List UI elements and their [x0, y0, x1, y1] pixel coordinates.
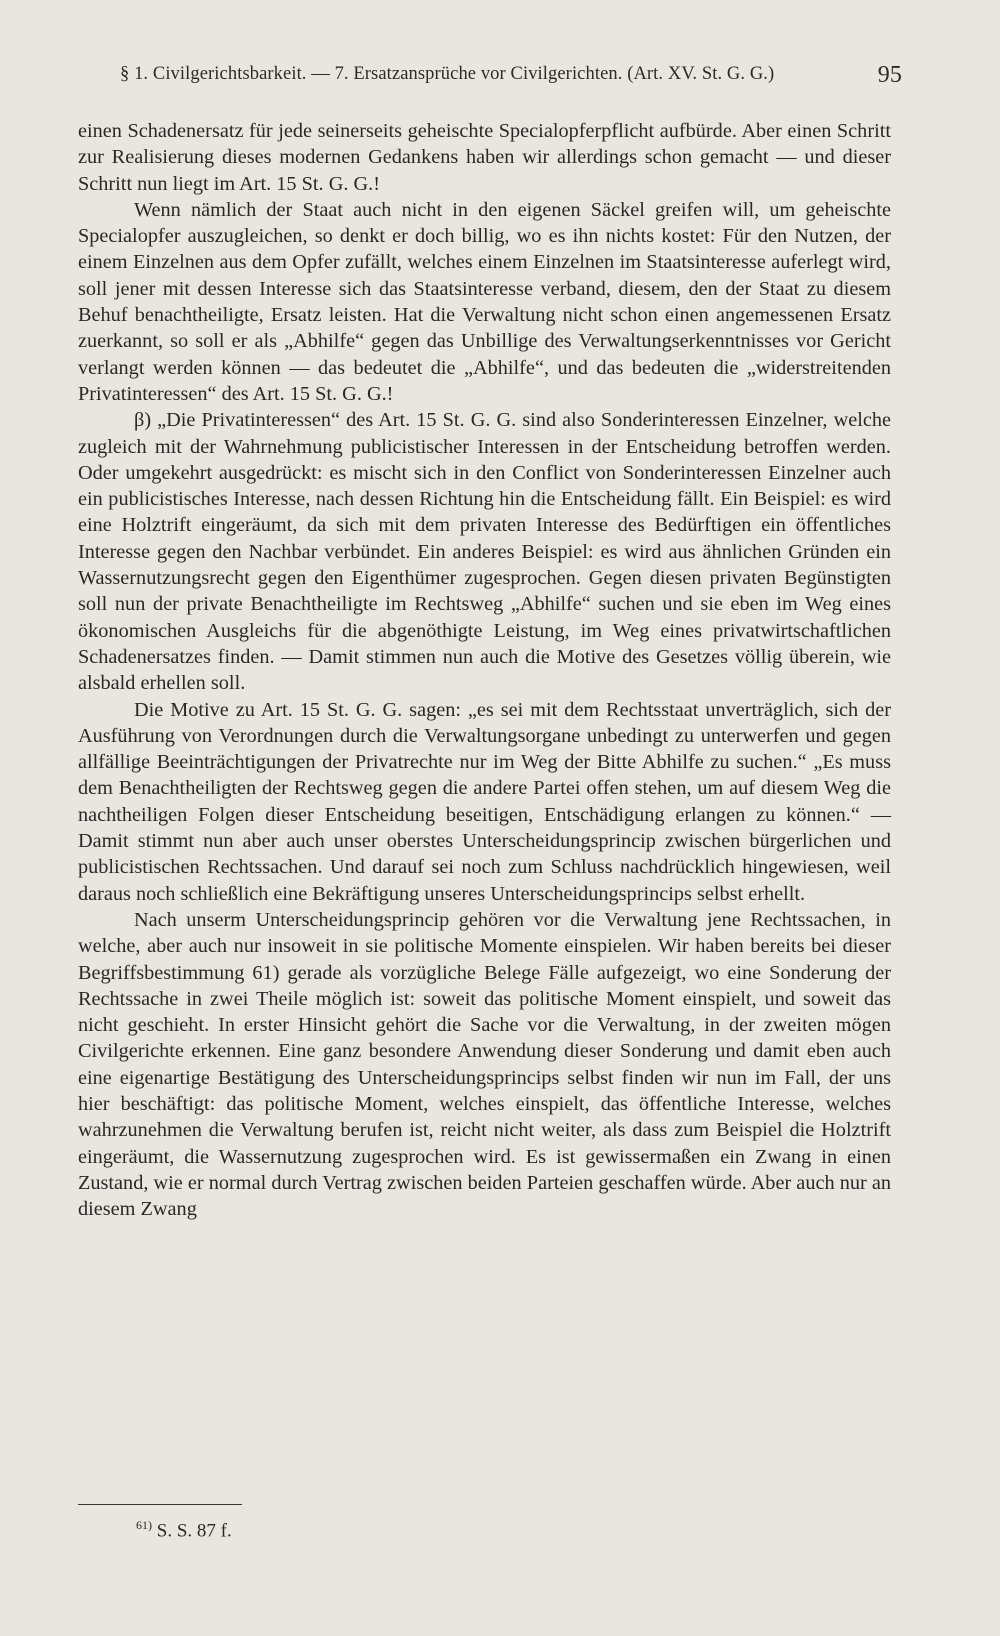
footnote-marker: 61): [136, 1518, 152, 1532]
running-title: § 1. Civilgerichtsbarkeit. — 7. Ersatzansprüche vor Civilgerichten. (Art. XV. St. G. G.): [120, 64, 775, 84]
running-header: [120, 62, 902, 88]
footnote-divider: [78, 1504, 242, 1505]
footnote-text: S. S. 87 f.: [156, 1520, 232, 1542]
paragraph-3: β) „Die Privatinteressen“ des Art. 15 St. G. G. sind also Sonderinteressen Einzelner, welche zugleich mit der Wahrnehmung publicistischer Interessen in der Entscheidung betroffen werden. Oder umgekehrt ausgedrückt: es mischt sich in den Conflict von Sonderinteressen Einzelner auch ein publicistisches Interesse, nach dessen Richtung hin die Entscheidung fällt. Ein Beispiel: es wird eine Holztrift eingeräumt, da sich mit dem privaten Interesse des Bedürftigen ein öffentliches Interesse gegen den Nachbar verbündet. Ein anderes Beispiel: es wird aus ähnlichen Gründen ein Wassernutzungsrecht gegen den Eigenthümer zugesprochen. Gegen diesen privaten Begünstigten soll nun der private Benachtheiligte im Rechtsweg „Abhilfe“ suchen und sie eben im Weg eines ökonomischen Ausgleichs für die abgenöthigte Leistung, im Weg eines privatwirtschaftlichen Schadenersatzes finden. — Damit stimmen nun auch die Motive des Gesetzes völlig überein, wie alsbald erhellen soll.: [78, 409, 891, 695]
paragraph-1: einen Schadenersatz für jede seinerseits geheischte Specialopferpflicht aufbürde. Aber einen Schritt zur Realisierung dieses modernen Gedankens haben wir allerdings schon gemacht — und dieser Schritt nun liegt im Art. 15 St. G. G.!: [78, 120, 891, 195]
page-number: 95: [877, 62, 902, 88]
main-text: [78, 118, 891, 1222]
paragraph-2: Wenn nämlich der Staat auch nicht in den eigenen Säckel greifen will, um geheischte Specialopfer auszugleichen, so denkt er doch billig, wo es ihn nichts kostet: Für den Nutzen, der einem Einzelnen aus dem Opfer zufällt, welches einem Einzelnen im Staatsinteresse auferlegt wird, soll jener mit dessen Interesse sich das Staatsinteresse verband, diesem, den der Staat zu diesem Behuf benachtheiligte, Ersatz leisten. Hat die Verwaltung nicht schon einen angemessenen Ersatz zuerkannt, so soll er als „Abhilfe“ gegen das Unbillige des Verwaltungserkenntnisses vor Gericht verlangt werden können — das bedeutet die „Abhilfe“, und das bedeuten die „widerstreitenden Privatinteressen“ des Art. 15 St. G. G.!: [78, 198, 891, 405]
paragraph-5: Nach unserm Unterscheidungsprincip gehören vor die Verwaltung jene Rechtssachen, in welche, aber auch nur insoweit in sie politische Momente einspielen. Wir haben bereits bei dieser Begriffsbestimmung 61) gerade als vorzügliche Belege Fälle aufgezeigt, wo eine Sonderung der Rechtssache in zwei Theile möglich ist: soweit das politische Moment einspielt, und soweit das nicht geschieht. In erster Hinsicht gehört die Sache vor die Verwaltung, in der zweiten mögen Civilgerichte erkennen. Eine ganz besondere Anwendung dieser Sonderung und damit eben auch eine eigenartige Bestätigung des Unterscheidungsprincips selbst finden wir nun im Fall, der uns hier beschäftigt: das politische Moment, welches einspielt, das öffentliche Interesse, welches wahrzunehmen die Verwaltung berufen ist, reicht nicht weiter, als dass zum Beispiel die Holztrift eingeräumt, die Wassernutzung zugesprochen wird. Es ist gewissermaßen ein Zwang in einen Zustand, wie er normal durch Vertrag zwischen beiden Parteien geschaffen würde. Aber auch nur an diesem Zwang: [78, 908, 891, 1221]
footnote: [136, 1518, 232, 1542]
paragraph-4: Die Motive zu Art. 15 St. G. G. sagen: „es sei mit dem Rechtsstaat unverträglich, sich der Ausführung von Verordnungen durch die Verwaltungsorgane unbedingt zu unterwerfen und gegen allfällige Beeinträchtigungen der Privatrechte nur im Weg der Bitte Abhilfe zu suchen.“ „Es muss dem Benachtheiligten der Rechtsweg gegen die andere Partei offen stehen, um auf diesem Weg die nachtheiligen Folgen dieser Entscheidung beseitigen, Entschädigung erlangen zu können.“ — Damit stimmt nun aber auch unser oberstes Unterscheidungsprincip zwischen bürgerlichen und publicistischen Rechtssachen. Und darauf sei noch zum Schluss nachdrücklich hingewiesen, weil daraus noch schließlich eine Bekräftigung unseres Unterscheidungsprincips selbst erhellt.: [78, 698, 891, 905]
